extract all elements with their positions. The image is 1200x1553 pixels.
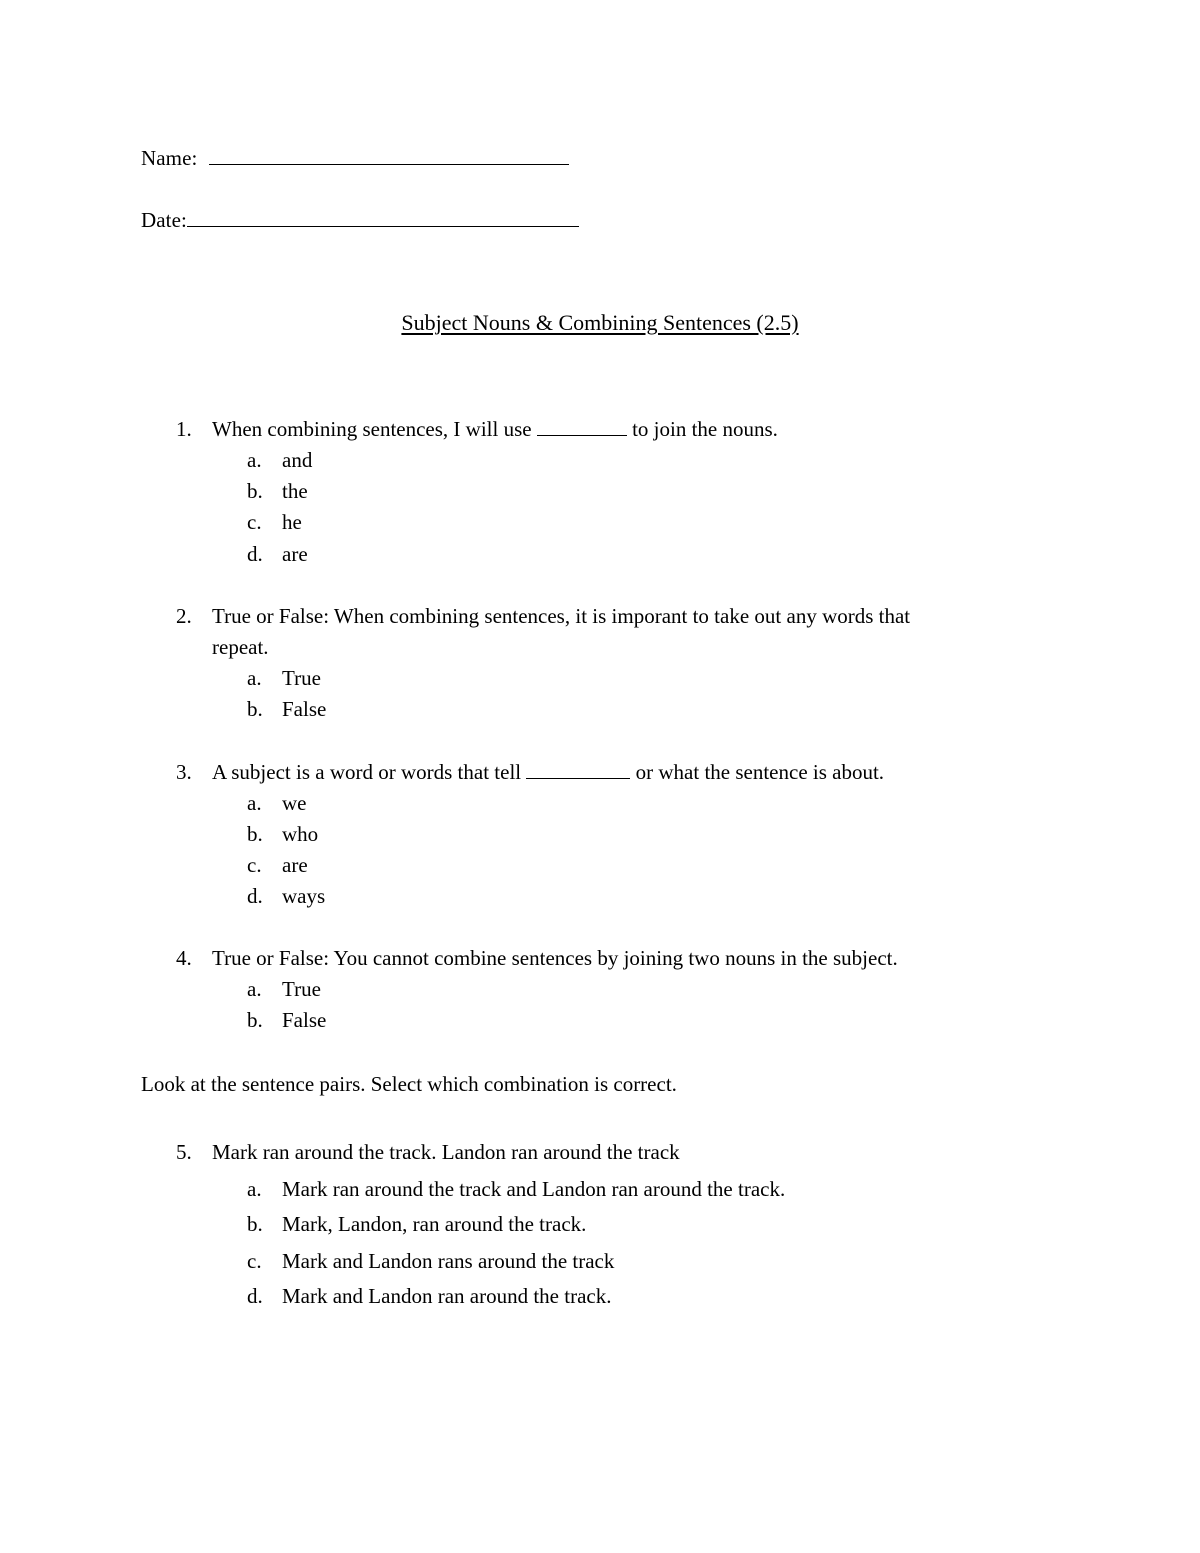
option-text: Mark ran around the track and Landon ran around the track.: [282, 1177, 786, 1201]
option-text: Mark and Landon ran around the track.: [282, 1284, 612, 1308]
question-text: True or False: You cannot combine sentences by joining two nouns in the subject.: [212, 946, 898, 970]
question-text: [212, 601, 910, 663]
option-letter: b.: [247, 697, 263, 721]
question-1: [176, 414, 1076, 445]
question-number: 4.: [176, 946, 192, 970]
option-text: he: [282, 510, 302, 534]
option-letter: b.: [247, 479, 263, 503]
section-instructions: Look at the sentence pairs. Select which combination is correct.: [141, 1072, 677, 1096]
option-letter: c.: [247, 1249, 262, 1273]
question-number: 1.: [176, 417, 192, 441]
option-text: are: [282, 853, 308, 877]
question-2: [176, 601, 1076, 663]
question-4: [176, 943, 1076, 974]
question-text-line1: True or False: When combining sentences, it is imporant to take out any words that: [212, 604, 911, 628]
question-text-before: When combining sentences, I will use: [212, 417, 532, 441]
option-letter: d.: [247, 542, 263, 566]
option-text: Mark and Landon rans around the track: [282, 1249, 615, 1273]
option-letter: b.: [247, 1212, 263, 1236]
option-text: True: [282, 666, 321, 690]
name-field-row: [141, 144, 569, 171]
question-number: 3.: [176, 760, 192, 784]
question-5: [176, 1137, 1076, 1168]
question-number: 2.: [176, 604, 192, 628]
question-text: Mark ran around the track. Landon ran around the track: [212, 1140, 680, 1164]
option-text: True: [282, 977, 321, 1001]
option-text: who: [282, 822, 319, 846]
question-text-after: to join the nouns.: [632, 417, 778, 441]
option-letter: c.: [247, 510, 262, 534]
option-text: False: [282, 1008, 327, 1032]
worksheet-title: Subject Nouns & Combining Sentences (2.5): [401, 310, 799, 335]
option-text: ways: [282, 884, 326, 908]
option-letter: a.: [247, 791, 262, 815]
question-number: 5.: [176, 1140, 192, 1164]
name-blank[interactable]: [209, 144, 569, 165]
date-label: Date:: [141, 208, 187, 232]
option-letter: a.: [247, 1177, 262, 1201]
name-label: Name:: [141, 146, 198, 170]
date-blank[interactable]: [187, 206, 579, 227]
question-text-after: or what the sentence is about.: [635, 760, 885, 784]
date-field-row: [141, 206, 579, 233]
answer-blank[interactable]: [526, 758, 630, 779]
answer-blank[interactable]: [537, 415, 627, 436]
option-letter: b.: [247, 822, 263, 846]
question-text: [212, 757, 884, 788]
option-text: the: [282, 479, 308, 503]
option-letter: b.: [247, 1008, 263, 1032]
option-text: and: [282, 448, 313, 472]
question-3: [176, 757, 1076, 788]
option-text: are: [282, 542, 308, 566]
option-letter: c.: [247, 853, 262, 877]
option-text: False: [282, 697, 327, 721]
option-letter: a.: [247, 666, 262, 690]
option-letter: a.: [247, 448, 262, 472]
option-text: Mark, Landon, ran around the track.: [282, 1212, 587, 1236]
option-letter: d.: [247, 884, 263, 908]
question-text: [212, 414, 778, 445]
question-text-before: A subject is a word or words that tell: [212, 760, 522, 784]
question-text-line2: repeat.: [212, 635, 269, 659]
option-letter: d.: [247, 1284, 263, 1308]
option-text: we: [282, 791, 307, 815]
option-letter: a.: [247, 977, 262, 1001]
